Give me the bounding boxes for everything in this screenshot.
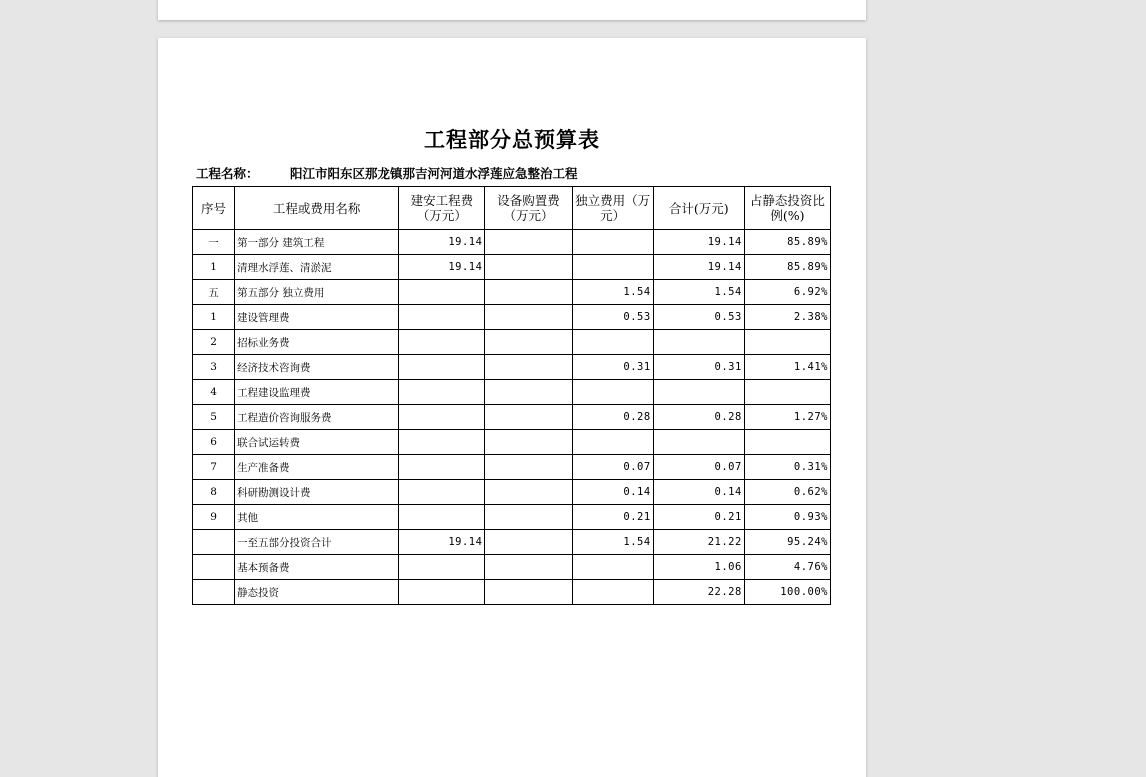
project-name-label: 工程名称：	[196, 166, 259, 181]
cell-seq	[193, 555, 235, 580]
header-construction: 建安工程费（万元）	[399, 187, 485, 230]
previous-page	[158, 0, 866, 20]
cell-ratio: 1.27%	[744, 405, 830, 430]
cell-independent-cost: 0.31	[572, 355, 653, 380]
cell-total: 0.21	[653, 505, 744, 530]
cell-equipment-cost	[485, 380, 572, 405]
cell-seq: 9	[193, 505, 235, 530]
page-title: 工程部分总预算表	[424, 127, 600, 152]
cell-ratio: 0.62%	[744, 480, 830, 505]
table-row	[193, 555, 831, 580]
header-ratio: 占静态投资比例(%)	[744, 187, 830, 230]
cell-construction-cost	[399, 280, 485, 305]
cell-independent-cost	[572, 430, 653, 455]
cell-total	[653, 330, 744, 355]
cell-total: 0.31	[653, 355, 744, 380]
cell-ratio: 1.41%	[744, 355, 830, 380]
cell-construction-cost	[399, 580, 485, 605]
cell-equipment-cost	[485, 530, 572, 555]
table-row	[193, 230, 831, 255]
cell-equipment-cost	[485, 580, 572, 605]
cell-independent-cost: 0.53	[572, 305, 653, 330]
cell-construction-cost	[399, 480, 485, 505]
table-row	[193, 330, 831, 355]
cell-seq: 一	[193, 230, 235, 255]
cell-total: 1.06	[653, 555, 744, 580]
cell-ratio: 6.92%	[744, 280, 830, 305]
cell-independent-cost: 0.21	[572, 505, 653, 530]
cell-item-name: 工程造价咨询服务费	[235, 405, 399, 430]
cell-construction-cost	[399, 430, 485, 455]
cell-item-name: 招标业务费	[235, 330, 399, 355]
cell-ratio	[744, 330, 830, 355]
cell-item-name: 联合试运转费	[235, 430, 399, 455]
cell-equipment-cost	[485, 455, 572, 480]
cell-item-name: 静态投资	[235, 580, 399, 605]
cell-ratio: 100.00%	[744, 580, 830, 605]
cell-ratio	[744, 380, 830, 405]
cell-equipment-cost	[485, 405, 572, 430]
cell-seq: 7	[193, 455, 235, 480]
cell-independent-cost	[572, 255, 653, 280]
cell-item-name: 科研勘测设计费	[235, 480, 399, 505]
cell-seq: 2	[193, 330, 235, 355]
cell-total: 0.07	[653, 455, 744, 480]
cell-construction-cost	[399, 455, 485, 480]
table-row	[193, 255, 831, 280]
document-page	[158, 38, 866, 777]
cell-equipment-cost	[485, 255, 572, 280]
cell-item-name: 基本预备费	[235, 555, 399, 580]
cell-total: 1.54	[653, 280, 744, 305]
cell-construction-cost	[399, 380, 485, 405]
cell-construction-cost: 19.14	[399, 230, 485, 255]
cell-equipment-cost	[485, 330, 572, 355]
cell-ratio: 2.38%	[744, 305, 830, 330]
cell-total: 19.14	[653, 230, 744, 255]
cell-equipment-cost	[485, 230, 572, 255]
cell-total: 22.28	[653, 580, 744, 605]
cell-total	[653, 380, 744, 405]
table-row	[193, 530, 831, 555]
cell-independent-cost	[572, 580, 653, 605]
cell-seq: 3	[193, 355, 235, 380]
cell-seq: 五	[193, 280, 235, 305]
cell-ratio: 4.76%	[744, 555, 830, 580]
cell-ratio: 85.89%	[744, 230, 830, 255]
cell-seq: 6	[193, 430, 235, 455]
cell-equipment-cost	[485, 555, 572, 580]
table-row	[193, 380, 831, 405]
cell-total: 21.22	[653, 530, 744, 555]
table-row	[193, 455, 831, 480]
cell-independent-cost	[572, 380, 653, 405]
cell-item-name: 第五部分 独立费用	[235, 280, 399, 305]
cell-ratio: 85.89%	[744, 255, 830, 280]
cell-seq	[193, 530, 235, 555]
table-row	[193, 305, 831, 330]
cell-equipment-cost	[485, 480, 572, 505]
cell-independent-cost: 1.54	[572, 530, 653, 555]
cell-independent-cost: 1.54	[572, 280, 653, 305]
cell-independent-cost	[572, 330, 653, 355]
cell-independent-cost: 0.07	[572, 455, 653, 480]
table-row	[193, 505, 831, 530]
project-name-value: 阳江市阳东区那龙镇那吉河河道水浮莲应急整治工程	[290, 166, 578, 181]
cell-independent-cost: 0.14	[572, 480, 653, 505]
header-independent: 独立费用（万元）	[572, 187, 653, 230]
cell-independent-cost	[572, 230, 653, 255]
header-seq: 序号	[193, 187, 235, 230]
cell-independent-cost	[572, 555, 653, 580]
cell-construction-cost	[399, 505, 485, 530]
cell-equipment-cost	[485, 430, 572, 455]
table-row	[193, 430, 831, 455]
cell-item-name: 经济技术咨询费	[235, 355, 399, 380]
cell-construction-cost	[399, 555, 485, 580]
cell-total	[653, 430, 744, 455]
cell-construction-cost	[399, 405, 485, 430]
table-row	[193, 480, 831, 505]
cell-equipment-cost	[485, 355, 572, 380]
cell-ratio: 0.93%	[744, 505, 830, 530]
cell-construction-cost	[399, 330, 485, 355]
cell-ratio	[744, 430, 830, 455]
header-equipment: 设备购置费（万元）	[485, 187, 572, 230]
cell-ratio: 95.24%	[744, 530, 830, 555]
table-row	[193, 580, 831, 605]
cell-seq	[193, 580, 235, 605]
cell-ratio: 0.31%	[744, 455, 830, 480]
cell-item-name: 清理水浮莲、清淤泥	[235, 255, 399, 280]
table-body	[193, 230, 831, 605]
cell-seq: 8	[193, 480, 235, 505]
cell-seq: 1	[193, 255, 235, 280]
table-row	[193, 280, 831, 305]
cell-construction-cost	[399, 305, 485, 330]
budget-table	[192, 186, 831, 605]
cell-equipment-cost	[485, 505, 572, 530]
cell-independent-cost: 0.28	[572, 405, 653, 430]
cell-total: 0.28	[653, 405, 744, 430]
cell-seq: 1	[193, 305, 235, 330]
cell-item-name: 建设管理费	[235, 305, 399, 330]
table-header-row	[193, 187, 831, 230]
cell-total: 0.53	[653, 305, 744, 330]
cell-equipment-cost	[485, 305, 572, 330]
cell-seq: 5	[193, 405, 235, 430]
table-row	[193, 355, 831, 380]
cell-total: 0.14	[653, 480, 744, 505]
cell-seq: 4	[193, 380, 235, 405]
cell-equipment-cost	[485, 280, 572, 305]
cell-total: 19.14	[653, 255, 744, 280]
cell-construction-cost: 19.14	[399, 530, 485, 555]
cell-item-name: 生产准备费	[235, 455, 399, 480]
cell-item-name: 其他	[235, 505, 399, 530]
cell-construction-cost	[399, 355, 485, 380]
table-row	[193, 405, 831, 430]
cell-item-name: 一至五部分投资合计	[235, 530, 399, 555]
cell-item-name: 第一部分 建筑工程	[235, 230, 399, 255]
header-name: 工程或费用名称	[235, 187, 399, 230]
cell-construction-cost: 19.14	[399, 255, 485, 280]
header-total: 合计(万元)	[653, 187, 744, 230]
cell-item-name: 工程建设监理费	[235, 380, 399, 405]
